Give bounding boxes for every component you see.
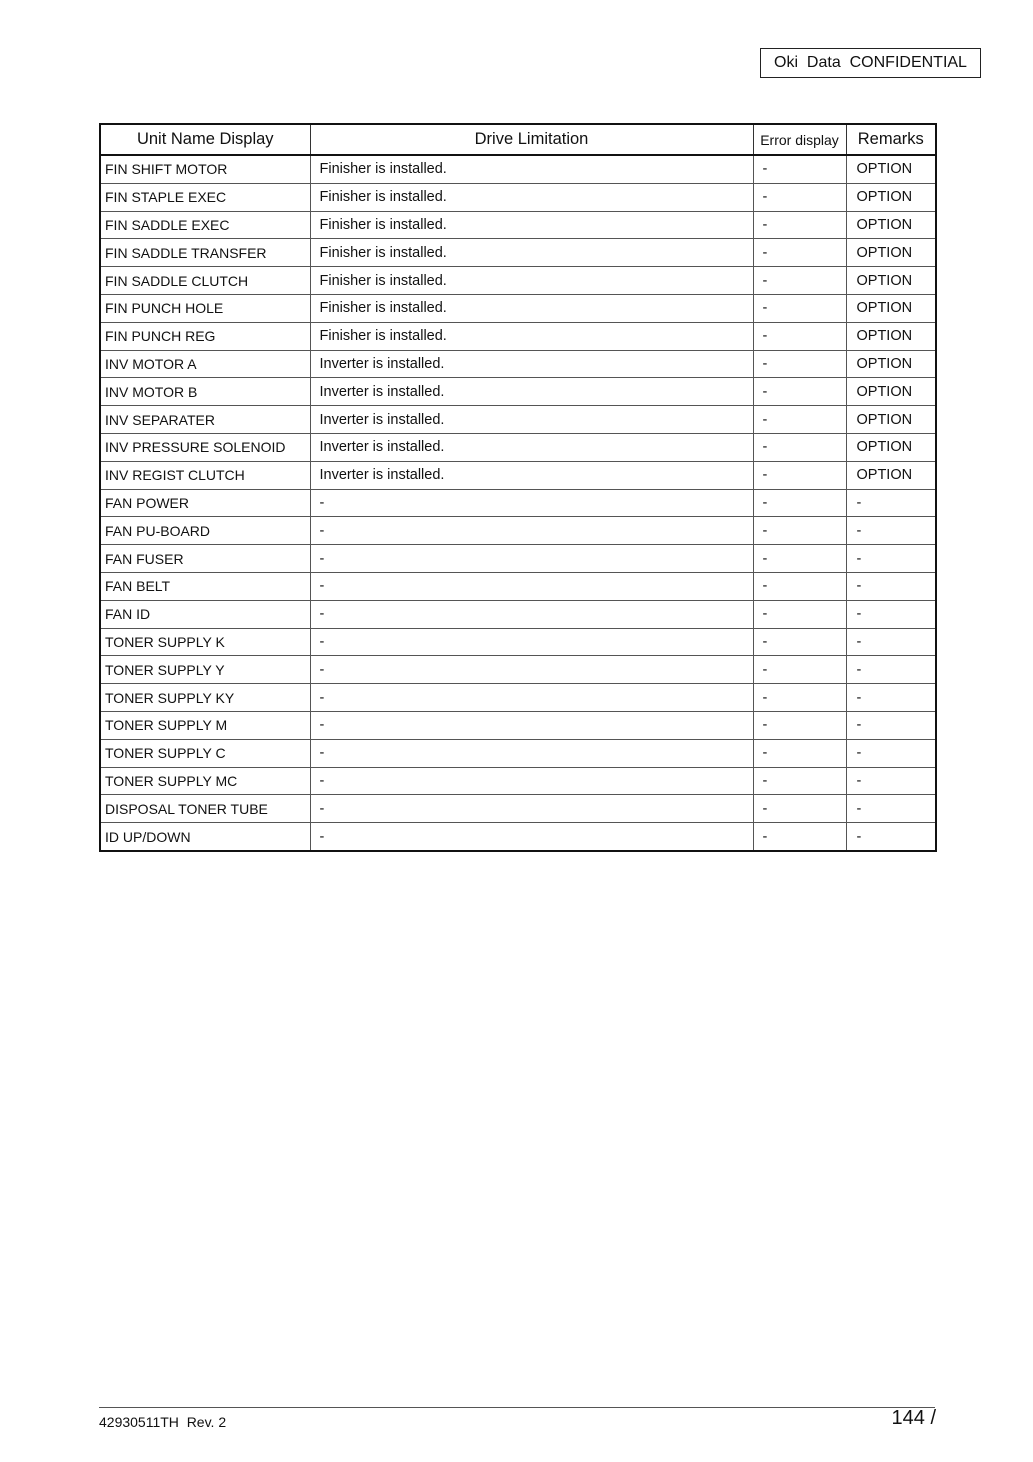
column-header-unit-name: Unit Name Display bbox=[100, 124, 310, 155]
cell-remarks: - bbox=[846, 656, 936, 684]
cell-drive-limitation: Finisher is installed. bbox=[310, 155, 753, 183]
cell-error-display: - bbox=[753, 767, 846, 795]
table-row bbox=[100, 211, 936, 239]
cell-remarks: OPTION bbox=[846, 239, 936, 267]
cell-remarks: OPTION bbox=[846, 378, 936, 406]
cell-drive-limitation: - bbox=[310, 600, 753, 628]
cell-remarks: - bbox=[846, 572, 936, 600]
cell-remarks: OPTION bbox=[846, 294, 936, 322]
cell-remarks: OPTION bbox=[846, 211, 936, 239]
cell-unit-name: TONER SUPPLY KY bbox=[100, 684, 310, 712]
table-row bbox=[100, 628, 936, 656]
cell-remarks: OPTION bbox=[846, 183, 936, 211]
cell-error-display: - bbox=[753, 322, 846, 350]
table-row bbox=[100, 739, 936, 767]
cell-unit-name: FIN SADDLE EXEC bbox=[100, 211, 310, 239]
cell-drive-limitation: - bbox=[310, 739, 753, 767]
cell-unit-name: FIN SHIFT MOTOR bbox=[100, 155, 310, 183]
table-row bbox=[100, 684, 936, 712]
cell-unit-name: INV MOTOR A bbox=[100, 350, 310, 378]
table-row bbox=[100, 572, 936, 600]
cell-drive-limitation: Inverter is installed. bbox=[310, 406, 753, 434]
cell-error-display: - bbox=[753, 239, 846, 267]
table-header-row bbox=[100, 124, 936, 155]
cell-error-display: - bbox=[753, 489, 846, 517]
cell-drive-limitation: - bbox=[310, 795, 753, 823]
table-row bbox=[100, 656, 936, 684]
cell-drive-limitation: - bbox=[310, 628, 753, 656]
cell-drive-limitation: - bbox=[310, 572, 753, 600]
cell-error-display: - bbox=[753, 711, 846, 739]
table-row bbox=[100, 294, 936, 322]
cell-drive-limitation: - bbox=[310, 767, 753, 795]
table-row bbox=[100, 406, 936, 434]
table-row bbox=[100, 433, 936, 461]
cell-error-display: - bbox=[753, 795, 846, 823]
cell-unit-name: FIN SADDLE CLUTCH bbox=[100, 267, 310, 295]
cell-unit-name: INV PRESSURE SOLENOID bbox=[100, 433, 310, 461]
table-row bbox=[100, 155, 936, 183]
cell-drive-limitation: Inverter is installed. bbox=[310, 433, 753, 461]
cell-unit-name: FAN ID bbox=[100, 600, 310, 628]
table-row bbox=[100, 322, 936, 350]
table-row bbox=[100, 517, 936, 545]
cell-remarks: - bbox=[846, 628, 936, 656]
table-row bbox=[100, 183, 936, 211]
cell-remarks: - bbox=[846, 711, 936, 739]
cell-unit-name: INV SEPARATER bbox=[100, 406, 310, 434]
cell-unit-name: FIN STAPLE EXEC bbox=[100, 183, 310, 211]
cell-unit-name: INV MOTOR B bbox=[100, 378, 310, 406]
cell-remarks: OPTION bbox=[846, 433, 936, 461]
cell-remarks: - bbox=[846, 823, 936, 851]
cell-unit-name: FIN SADDLE TRANSFER bbox=[100, 239, 310, 267]
cell-unit-name: ID UP/DOWN bbox=[100, 823, 310, 851]
cell-error-display: - bbox=[753, 294, 846, 322]
cell-error-display: - bbox=[753, 350, 846, 378]
cell-drive-limitation: - bbox=[310, 684, 753, 712]
cell-unit-name: DISPOSAL TONER TUBE bbox=[100, 795, 310, 823]
cell-unit-name: FAN PU-BOARD bbox=[100, 517, 310, 545]
drive-limitation-table bbox=[99, 123, 937, 852]
cell-unit-name: FIN PUNCH HOLE bbox=[100, 294, 310, 322]
cell-remarks: OPTION bbox=[846, 155, 936, 183]
cell-unit-name: FAN POWER bbox=[100, 489, 310, 517]
cell-drive-limitation: - bbox=[310, 823, 753, 851]
confidential-label: Oki Data CONFIDENTIAL bbox=[760, 48, 981, 78]
table-row bbox=[100, 239, 936, 267]
table-row bbox=[100, 767, 936, 795]
cell-remarks: - bbox=[846, 795, 936, 823]
cell-drive-limitation: Finisher is installed. bbox=[310, 294, 753, 322]
cell-drive-limitation: Finisher is installed. bbox=[310, 183, 753, 211]
column-header-drive-limitation: Drive Limitation bbox=[310, 124, 753, 155]
cell-remarks: - bbox=[846, 489, 936, 517]
cell-error-display: - bbox=[753, 267, 846, 295]
cell-error-display: - bbox=[753, 823, 846, 851]
cell-remarks: - bbox=[846, 739, 936, 767]
cell-error-display: - bbox=[753, 378, 846, 406]
cell-unit-name: FIN PUNCH REG bbox=[100, 322, 310, 350]
cell-error-display: - bbox=[753, 183, 846, 211]
cell-remarks: OPTION bbox=[846, 322, 936, 350]
cell-error-display: - bbox=[753, 656, 846, 684]
table-row bbox=[100, 795, 936, 823]
cell-remarks: OPTION bbox=[846, 406, 936, 434]
cell-unit-name: TONER SUPPLY K bbox=[100, 628, 310, 656]
cell-error-display: - bbox=[753, 461, 846, 489]
cell-unit-name: TONER SUPPLY MC bbox=[100, 767, 310, 795]
footer-divider bbox=[99, 1407, 935, 1408]
cell-unit-name: TONER SUPPLY Y bbox=[100, 656, 310, 684]
cell-error-display: - bbox=[753, 545, 846, 573]
cell-unit-name: TONER SUPPLY M bbox=[100, 711, 310, 739]
cell-error-display: - bbox=[753, 684, 846, 712]
cell-drive-limitation: Finisher is installed. bbox=[310, 239, 753, 267]
table-row bbox=[100, 600, 936, 628]
column-header-error-display: Error display bbox=[753, 124, 846, 155]
cell-unit-name: TONER SUPPLY C bbox=[100, 739, 310, 767]
cell-error-display: - bbox=[753, 628, 846, 656]
cell-unit-name: FAN FUSER bbox=[100, 545, 310, 573]
cell-drive-limitation: Finisher is installed. bbox=[310, 211, 753, 239]
cell-drive-limitation: Finisher is installed. bbox=[310, 322, 753, 350]
cell-drive-limitation: Inverter is installed. bbox=[310, 461, 753, 489]
cell-remarks: - bbox=[846, 600, 936, 628]
column-header-remarks: Remarks bbox=[846, 124, 936, 155]
table-row bbox=[100, 378, 936, 406]
cell-error-display: - bbox=[753, 600, 846, 628]
cell-remarks: OPTION bbox=[846, 267, 936, 295]
table-row bbox=[100, 350, 936, 378]
cell-drive-limitation: - bbox=[310, 545, 753, 573]
cell-error-display: - bbox=[753, 739, 846, 767]
cell-error-display: - bbox=[753, 517, 846, 545]
cell-remarks: - bbox=[846, 517, 936, 545]
document-number: 42930511TH Rev. 2 bbox=[99, 1414, 227, 1430]
table-row bbox=[100, 711, 936, 739]
cell-error-display: - bbox=[753, 155, 846, 183]
cell-drive-limitation: - bbox=[310, 711, 753, 739]
cell-remarks: OPTION bbox=[846, 350, 936, 378]
page-number: 144 / bbox=[891, 1407, 936, 1429]
table-row bbox=[100, 461, 936, 489]
table-row bbox=[100, 267, 936, 295]
cell-drive-limitation: - bbox=[310, 517, 753, 545]
cell-drive-limitation: Inverter is installed. bbox=[310, 350, 753, 378]
cell-remarks: - bbox=[846, 767, 936, 795]
table-body bbox=[100, 155, 936, 851]
cell-drive-limitation: - bbox=[310, 656, 753, 684]
cell-unit-name: INV REGIST CLUTCH bbox=[100, 461, 310, 489]
cell-error-display: - bbox=[753, 211, 846, 239]
cell-remarks: OPTION bbox=[846, 461, 936, 489]
cell-remarks: - bbox=[846, 545, 936, 573]
table-row bbox=[100, 545, 936, 573]
table-row bbox=[100, 489, 936, 517]
cell-error-display: - bbox=[753, 433, 846, 461]
cell-drive-limitation: Inverter is installed. bbox=[310, 378, 753, 406]
cell-error-display: - bbox=[753, 572, 846, 600]
cell-drive-limitation: - bbox=[310, 489, 753, 517]
cell-error-display: - bbox=[753, 406, 846, 434]
cell-drive-limitation: Finisher is installed. bbox=[310, 267, 753, 295]
cell-unit-name: FAN BELT bbox=[100, 572, 310, 600]
cell-remarks: - bbox=[846, 684, 936, 712]
table-row bbox=[100, 823, 936, 851]
